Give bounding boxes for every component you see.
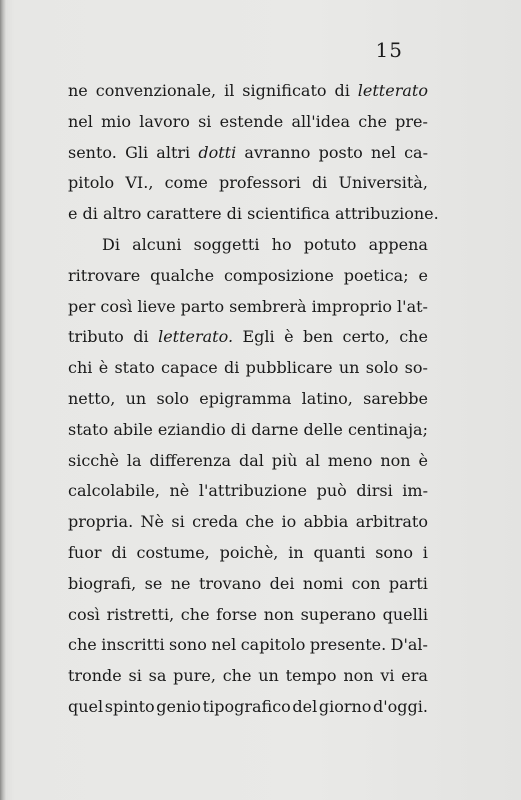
- word: i: [422, 542, 428, 562]
- word: per: [68, 296, 96, 316]
- word: Egli: [242, 327, 275, 347]
- word: pitolo: [68, 173, 115, 193]
- word: di: [224, 358, 240, 378]
- word: latino,: [301, 388, 353, 408]
- word: qualche: [150, 265, 215, 285]
- word: appena: [368, 234, 428, 254]
- word: dal: [238, 450, 264, 470]
- text-line: [68, 230, 428, 261]
- word: calcolabile,: [68, 481, 160, 501]
- word: avranno: [244, 142, 311, 162]
- page-number: 15: [375, 38, 403, 62]
- word: che: [180, 604, 210, 624]
- word: del: [292, 696, 318, 716]
- word: nè: [169, 481, 190, 501]
- word: letterato.: [158, 327, 234, 347]
- word: che: [68, 635, 97, 655]
- word: capace: [161, 358, 218, 378]
- word: ho: [271, 234, 292, 254]
- word: VI.,: [125, 173, 154, 193]
- text-line: [68, 353, 428, 384]
- word: quelli: [382, 604, 428, 624]
- word: è: [284, 327, 294, 347]
- word: che: [358, 111, 387, 131]
- word: genio: [156, 696, 202, 716]
- text-line: [68, 569, 428, 600]
- word: tronde: [68, 666, 122, 686]
- word: si: [171, 512, 185, 532]
- word: pubblicare: [245, 358, 333, 378]
- word: solo: [156, 388, 190, 408]
- text-line: [68, 138, 428, 169]
- word: si: [128, 666, 142, 686]
- word: l'at-: [397, 296, 428, 316]
- text-line: [68, 630, 428, 661]
- word: dirsi: [356, 481, 393, 501]
- word: abile: [113, 419, 153, 439]
- word: estende: [219, 111, 284, 131]
- word: in: [288, 542, 304, 562]
- word: sento.: [68, 142, 117, 162]
- word: meno: [327, 450, 373, 470]
- word: che: [222, 666, 252, 686]
- word: costume,: [136, 542, 210, 562]
- text-line: [68, 538, 428, 569]
- word: sicchè: [68, 450, 120, 470]
- word: tipografico: [202, 696, 291, 716]
- text-line: [68, 107, 428, 138]
- word: biografi,: [68, 573, 137, 593]
- word: è: [98, 358, 109, 378]
- word: di: [334, 81, 350, 100]
- word: non: [380, 450, 411, 470]
- text-line: [68, 415, 428, 446]
- word: non: [343, 666, 374, 686]
- text-line: [68, 692, 428, 723]
- word: abbia: [303, 512, 349, 532]
- body-text: [68, 76, 439, 723]
- word: di: [133, 327, 149, 347]
- word: così: [100, 296, 133, 316]
- text-line: [68, 76, 428, 107]
- word: darne: [251, 419, 299, 439]
- word: convenzionale,: [95, 81, 217, 100]
- word: delle: [303, 419, 343, 439]
- word: arbitrato: [355, 512, 428, 532]
- word: tempo: [285, 666, 337, 686]
- word: ritrovare: [68, 265, 141, 285]
- word: di: [230, 419, 247, 439]
- word: sarebbe: [363, 388, 428, 408]
- word: Gli: [125, 142, 149, 162]
- text-line: [68, 199, 439, 230]
- word: parti: [388, 573, 428, 593]
- word: altri: [156, 142, 191, 162]
- word: d'oggi.: [373, 696, 428, 716]
- word: centinaja;: [347, 419, 428, 439]
- word: poetica;: [343, 265, 409, 285]
- word: spinto: [104, 696, 155, 716]
- word: parto: [180, 296, 225, 316]
- word: che: [399, 327, 428, 347]
- word: soggetti: [193, 234, 260, 254]
- word: lieve: [137, 296, 176, 316]
- word: pre-: [395, 111, 428, 131]
- word: ca-: [404, 142, 428, 162]
- word: Di: [102, 234, 120, 254]
- word: di: [111, 542, 127, 562]
- word: un: [125, 388, 147, 408]
- word: certo,: [342, 327, 390, 347]
- word: inscritti: [101, 635, 165, 655]
- word: potuto: [303, 234, 357, 254]
- word: al: [305, 450, 320, 470]
- word: un: [258, 666, 279, 686]
- word: l'attribuzione: [198, 481, 308, 501]
- word: e: [418, 265, 428, 285]
- word: epigramma: [199, 388, 292, 408]
- word: creda: [192, 512, 238, 532]
- text-line: [68, 661, 428, 692]
- word: superano: [300, 604, 376, 624]
- word: come: [164, 173, 208, 193]
- word: presente.: [309, 635, 387, 655]
- word: improprio: [311, 296, 393, 316]
- word: non: [263, 604, 294, 624]
- word: quanti: [313, 542, 366, 562]
- word: alcuni: [132, 234, 182, 254]
- word: è: [418, 450, 428, 470]
- word: fuor: [68, 542, 102, 562]
- word: tributo: [68, 327, 124, 347]
- text-line: [68, 476, 428, 507]
- word: nel: [211, 635, 237, 655]
- word: ne: [170, 573, 191, 593]
- word: io: [281, 512, 297, 532]
- word: professori: [219, 173, 301, 193]
- page-binding-edge: [0, 0, 6, 800]
- word: capitolo: [240, 635, 306, 655]
- word: la: [126, 450, 142, 470]
- word: ne: [68, 81, 88, 100]
- word: solo: [365, 358, 399, 378]
- word: si: [198, 111, 212, 131]
- word: all'idea: [291, 111, 350, 131]
- word: netto,: [68, 388, 116, 408]
- word: posto: [318, 142, 363, 162]
- word: lavoro: [139, 111, 190, 131]
- word: nel: [370, 142, 396, 162]
- word: so-: [404, 358, 428, 378]
- word: forse: [216, 604, 258, 624]
- word: Nè: [140, 512, 165, 532]
- word: quel: [68, 696, 104, 716]
- text-line: [68, 322, 428, 353]
- word: un: [338, 358, 360, 378]
- word: ben: [303, 327, 334, 347]
- word: significato: [242, 81, 327, 100]
- word: chi: [68, 358, 93, 378]
- word: dei: [269, 573, 295, 593]
- word: eziandio: [157, 419, 226, 439]
- word: stato: [114, 358, 155, 378]
- word: che: [245, 512, 275, 532]
- word: sono: [375, 542, 413, 562]
- word: così: [68, 604, 100, 624]
- text-line: [68, 600, 428, 631]
- word: nel: [68, 111, 93, 131]
- word: mio: [101, 111, 132, 131]
- text-line: [68, 261, 428, 292]
- word: con: [351, 573, 381, 593]
- text-line: [68, 292, 428, 323]
- word: vi: [380, 666, 395, 686]
- text-line: [68, 446, 428, 477]
- word: di: [311, 173, 328, 193]
- word: se: [144, 573, 163, 593]
- word: differenza: [149, 450, 232, 470]
- text-line: [68, 507, 428, 538]
- word: può: [316, 481, 347, 501]
- text-line: [68, 384, 428, 415]
- word: sa: [148, 666, 167, 686]
- word: sembrerà: [229, 296, 307, 316]
- word: poichè,: [219, 542, 279, 562]
- word: pure,: [173, 666, 216, 686]
- word: composizione: [223, 265, 334, 285]
- word: propria.: [68, 512, 134, 532]
- word: era: [401, 666, 428, 686]
- word: e di altro carattere di scientifica attribuzione.: [68, 204, 439, 224]
- word: nomi: [302, 573, 344, 593]
- word: il: [224, 81, 235, 100]
- word: D'al-: [390, 635, 428, 655]
- word: letterato: [357, 81, 428, 100]
- word: stato: [68, 419, 109, 439]
- word: sono: [169, 635, 207, 655]
- word: dotti: [198, 142, 237, 162]
- word: più: [271, 450, 298, 470]
- word: ristretti,: [106, 604, 175, 624]
- word: im-: [402, 481, 428, 501]
- word: giorno: [318, 696, 372, 716]
- word: Università,: [338, 173, 428, 193]
- text-line: [68, 168, 428, 199]
- word: trovano: [198, 573, 262, 593]
